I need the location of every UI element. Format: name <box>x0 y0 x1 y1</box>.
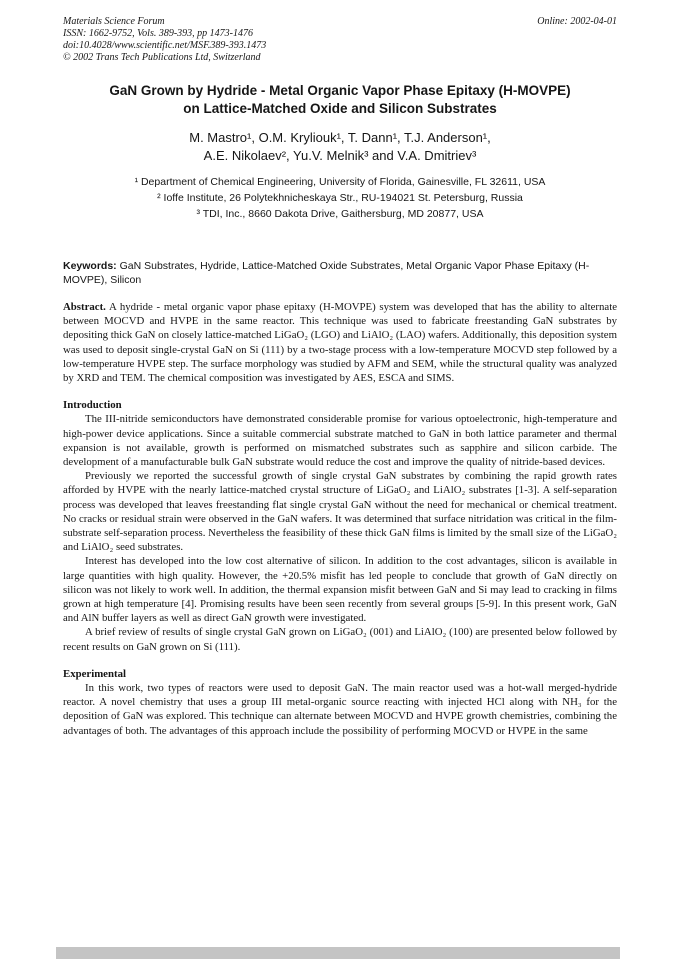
section-heading-experimental: Experimental <box>63 667 126 680</box>
paper-title <box>63 82 617 118</box>
authors-block <box>63 129 617 165</box>
journal-meta <box>63 16 266 64</box>
introduction-paragraph-3: Interest has developed into the low cost alternative of silicon. In addition to the cost advantages, silicon is available in large quantities with high quality. However, the +20.5% misfit has led people to conclude that growth of GaN directly on silicon was not likely to work well. In addition, the thermal expansion misfit between GaN and Si may lead to cracking in films grown at high temperature [4]. Promising results have been seen recently from several groups [5-9]. In this present work, GaN and AlN buffer layers as well as direct GaN growth were investigated. <box>63 555 617 625</box>
copyright-line: © 2002 Trans Tech Publications Ltd, Switzerland <box>63 52 261 63</box>
introduction-paragraph-4: A brief review of results of single crystal GaN grown on LiGaO₂ (001) and LiAlO₂ (100) are presented below followed by recent results on GaN grown on Si (111). <box>63 626 617 653</box>
paper-title-line-1: GaN Grown by Hydride - Metal Organic Vapor Phase Epitaxy (H-MOVPE) <box>109 83 571 98</box>
paper-title-line-2: on Lattice-Matched Oxide and Silicon Substrates <box>183 101 497 116</box>
authors-line-2: A.E. Nikolaev², Yu.V. Melnik³ and V.A. Dmitriev³ <box>203 148 477 163</box>
affiliation-3: ³ TDI, Inc., 8660 Dakota Drive, Gaithersburg, MD 20877, USA <box>196 208 484 220</box>
abstract-text: A hydride - metal organic vapor phase epitaxy (H-MOVPE) system was developed that has the ability to alternate between MOCVD and HVPE in the same reactor. This technique was used to fabricate freestanding GaN substrates by depositing thick GaN on closely lattice-matched LiGaO₂ (LGO) and LiAlO₂ (LAO) wafers. Additionally, this deposition system was used to deposit single-crystal GaN on Si (111) by a two-stage process with a low-temperature MOCVD step followed by a low-temperature HVPE step. The surface morphology was studied by AFM and SEM, while the structural quality was analyzed by XRD and TEM. The chemical composition was investigated by AES, ESCA and SIMS. <box>63 301 617 385</box>
journal-name: Materials Science Forum <box>63 16 165 27</box>
section-heading-introduction: Introduction <box>63 399 122 412</box>
issn-line: ISSN: 1662-9752, Vols. 389-393, pp 1473-1476 <box>63 28 253 39</box>
experimental-paragraph-1: In this work, two types of reactors were used to deposit GaN. The main reactor used was a hot-wall merged-hydride reactor. A novel chemistry that uses a group III metal-organic source reacting with injected HCl along with NH₃ for the deposition of GaN was explored. This technique can alternate between MOCVD and HVPE growth chemistries, combining the advantages of both. The advantages of this approach include the possibility of performing MOCVD or HVPE in the same <box>63 682 617 737</box>
abstract-label: Abstract. <box>63 301 106 313</box>
introduction-paragraph-1: The III-nitride semiconductors have demonstrated considerable promise for various optoelectronic, high-temperature and high-power device applications. Since a suitable commercial substrate matched to GaN in both lattice parameter and thermal expansion is not available, growth is performed on mismatched substrates such as sapphire and silicon carbide. The development of a manufacturable bulk GaN substrate would reduce the cost and improve the quality of nitride-based devices. <box>63 413 617 469</box>
abstract-block <box>63 300 617 385</box>
scan-edge-artifact <box>56 947 620 959</box>
affiliations-block <box>63 174 617 222</box>
keywords-label: Keywords: <box>63 260 117 272</box>
authors-line-1: M. Mastro¹, O.M. Kryliouk¹, T. Dann¹, T.J. Anderson¹, <box>189 130 491 145</box>
keywords-text: GaN Substrates, Hydride, Lattice-Matched Oxide Substrates, Metal Organic Vapor Phase Epitaxy (H-MOVPE), Silicon <box>63 260 590 286</box>
keywords-block <box>63 260 617 287</box>
introduction-paragraph-2: Previously we reported the successful growth of single crystal GaN substrates by combining the rapid growth rates afforded by HVPE with the nearly lattice-matched crystal structure of LiGaO₂ and LiAlO₂ substrates [1-3]. A self-separation process was developed that leaves freestanding flat single crystal GaN without the need for mechanical or chemical treatment. No cracks or residual strain were observed in the GaN wafers. It was determined that surface nitridation was critical in the film-substrate self-separation process. Nevertheless the feasibility of these thick GaN films is limited by the small size of the LiGaO₂ and LiAlO₂ seed substrates. <box>63 470 617 554</box>
affiliation-1: ¹ Department of Chemical Engineering, University of Florida, Gainesville, FL 32611, USA <box>134 176 546 188</box>
affiliation-2: ² Ioffe Institute, 26 Polytekhnicheskaya Str., RU-194021 St. Petersburg, Russia <box>157 192 523 204</box>
journal-header <box>63 16 617 64</box>
online-date: Online: 2002-04-01 <box>537 16 617 27</box>
doi-line: doi:10.4028/www.scientific.net/MSF.389-393.1473 <box>63 40 267 51</box>
